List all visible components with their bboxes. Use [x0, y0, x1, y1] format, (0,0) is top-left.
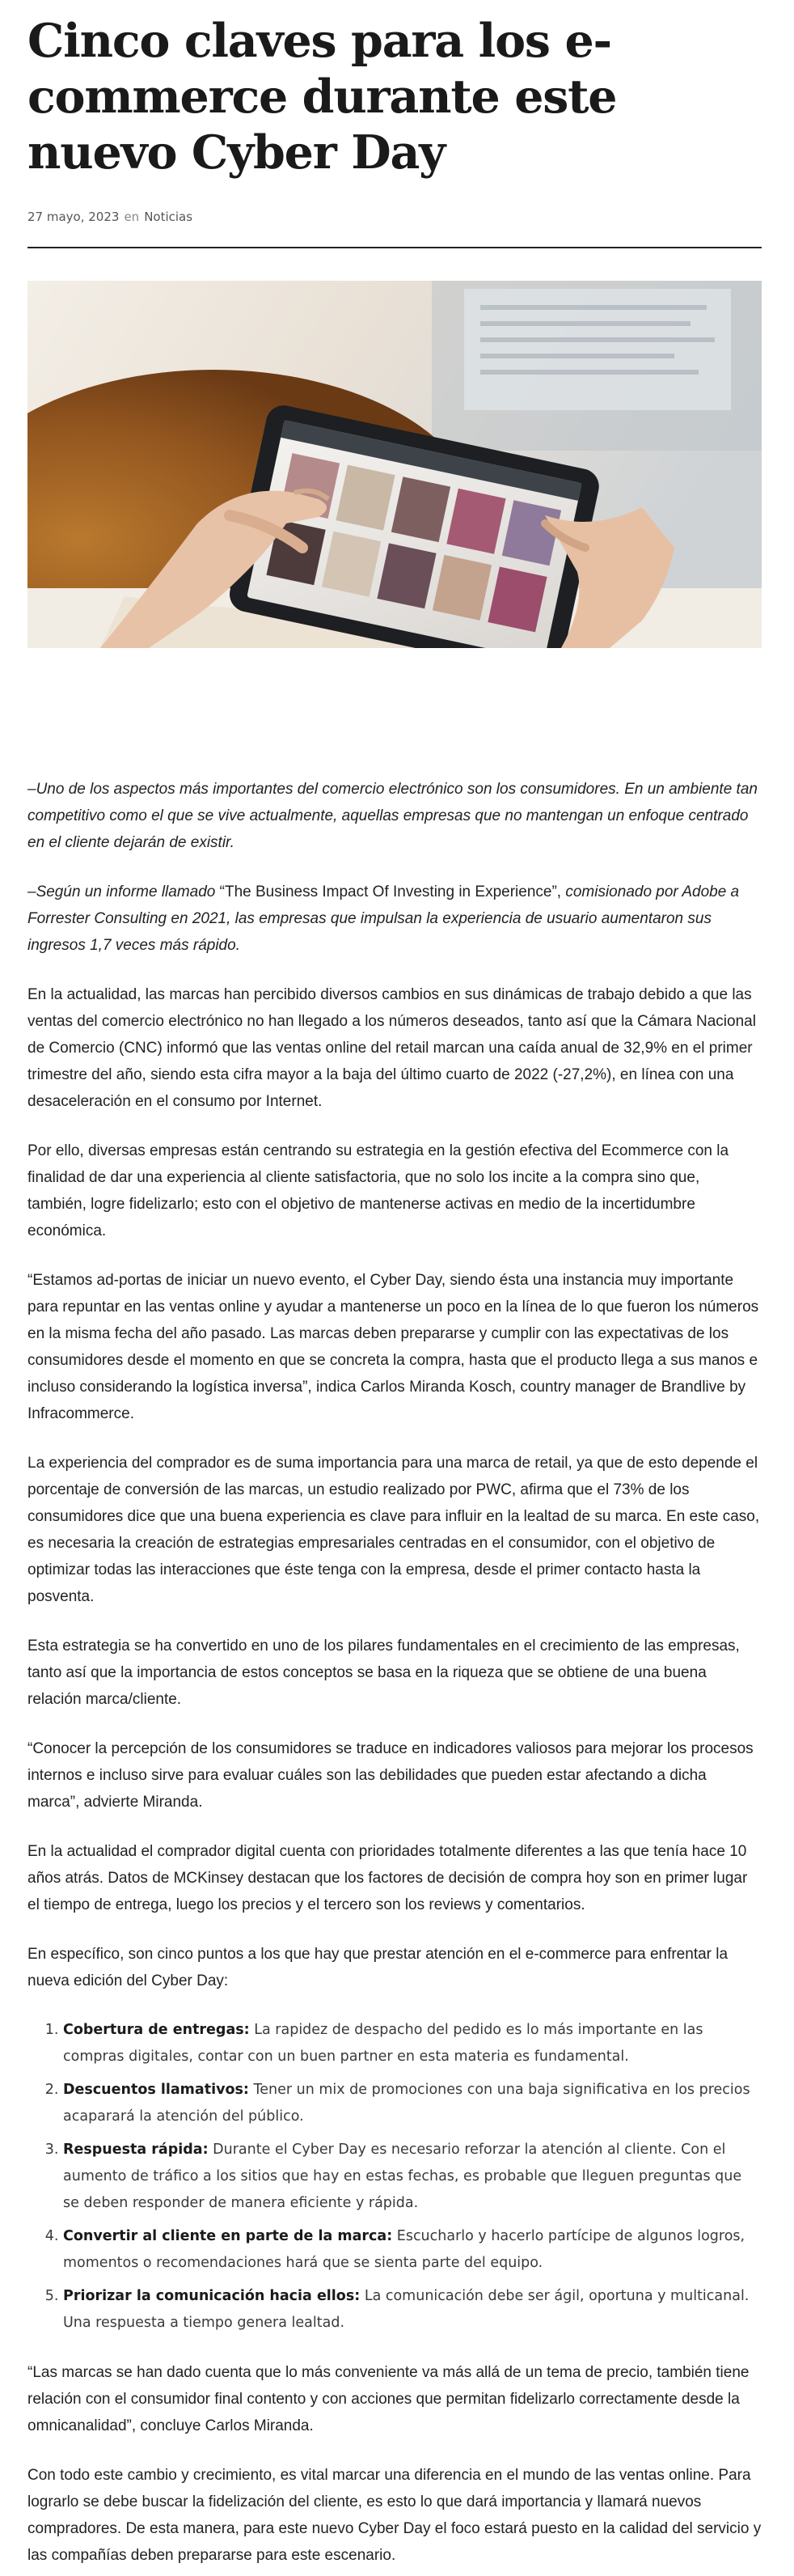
hero-image — [27, 281, 762, 648]
list-item — [63, 2137, 762, 2217]
category-link[interactable]: Noticias — [144, 210, 193, 224]
key-text: La comunicación debe ser ágil, oportuna y multicanal. Una respuesta a tiempo genera lealtad. — [63, 2288, 750, 2331]
report-title: “The Business Impact Of Investing in Experience”, — [215, 883, 566, 900]
key-title: Descuentos llamativos: — [63, 2082, 249, 2098]
paragraph-10: En específico, son cinco puntos a los que hay que prestar atención en el e-commerce para enfrentar la nueva edición del Cyber Day: — [27, 1946, 729, 1989]
list-item — [63, 2077, 762, 2130]
key-text: La rapidez de despacho del pedido es lo más importante en las compras digitales, contar con un buen partner en esta materia es fundamental. — [63, 2022, 703, 2065]
paragraph-11: “Las marcas se han dado cuenta que lo más conveniente va más allá de un tema de precio, también tiene relación con el consumidor final contento y con acciones que permitan fidelizarlo correctamente desde la omnicanalidad”, concluye Carlos Miranda. — [27, 2364, 750, 2434]
meta-in-word: en — [124, 210, 140, 224]
intro-paragraph-2 — [27, 879, 762, 959]
key-title: Cobertura de entregas: — [63, 2022, 250, 2038]
list-item — [63, 2017, 762, 2070]
key-text: Escucharlo y hacerlo partícipe de algunos logros, momentos o recomendaciones hará que se sienta parte del equipo. — [63, 2228, 745, 2271]
paragraph-5: “Estamos ad-portas de iniciar un nuevo evento, el Cyber Day, siendo ésta una instancia muy importante para repuntar en las ventas online y ayudar a mantenerse un poco en la línea de lo que fueron los números en la misma fecha del año pasado. Las marcas deben prepararse y cumplir con las expectativas de los consumidores desde el momento en que se concreta la compra, hasta que el producto llega a sus manos e incluso considerando la logística inversa”, indica Carlos Miranda Kosch, country manager de Brandlive by Infracommerce. — [27, 1272, 759, 1422]
list-item — [63, 2283, 762, 2337]
paragraph-12: Con todo este cambio y crecimiento, es vital marcar una diferencia en el mundo de las ventas online. Para lograrlo se debe buscar la fidelización del cliente, es esto lo que dará importancia y llamará nuevos compradores. De esta manera, para este nuevo Cyber Day el foco estará puesto en la calidad del servicio y las compañías deben prepararse para este escenario. — [27, 2467, 762, 2564]
tablet-shopping-photo-icon — [27, 281, 762, 648]
key-title: Priorizar la comunicación hacia ellos: — [63, 2288, 361, 2304]
publish-date: 27 mayo, 2023 — [27, 210, 120, 224]
paragraph-4: Por ello, diversas empresas están centrando su estrategia en la gestión efectiva del Ecommerce con la finalidad de dar una experiencia al cliente satisfactoria, que no solo los incite a la compra sino que, también, logre fidelizarlo; esto con el objetivo de mantenerse activas en medio de la incertidumbre económica. — [27, 1142, 729, 1239]
article-meta — [27, 210, 762, 224]
intro-paragraph-1: –Uno de los aspectos más importantes del comercio electrónico son los consumidores. En un ambiente tan competitivo como el que se vive actualmente, aquellas empresas que no mantengan un enfoque centrado en el cliente dejarán de existir. — [27, 781, 758, 851]
paragraph-9: En la actualidad el comprador digital cuenta con prioridades totalmente diferentes a las que tenía hace 10 años atrás. Datos de MCKinsey destacan que los factores de decisión de compra hoy son en primer lugar el tiempo de entrega, luego los precios y el tercero son los reviews y comentarios. — [27, 1843, 748, 1913]
article-title: Cinco claves para los e-commerce durante este nuevo Cyber Day — [27, 14, 617, 180]
key-title: Convertir al cliente en parte de la marca: — [63, 2228, 393, 2244]
paragraph-8: “Conocer la percepción de los consumidores se traduce en indicadores valiosos para mejorar los procesos internos e incluso sirve para evaluar cuáles son las debilidades que pueden estar afectando a dicha marca”, advierte Miranda. — [27, 1740, 754, 1811]
keys-list — [27, 2017, 762, 2337]
intro-paragraph-2-tail: comisionado por Adobe a Forrester Consulting en 2021, las empresas que impulsan la experiencia de usuario aumentaron sus ingresos 1,7 veces más rápido. — [27, 883, 740, 954]
key-title: Respuesta rápida: — [63, 2142, 209, 2158]
paragraph-6: La experiencia del comprador es de suma importancia para una marca de retail, ya que de esto depende el porcentaje de conversión de las marcas, un estudio realizado por PWC, afirma que el 73% de los consumidores dice que una buena experiencia es clave para influir en la lealtad de su marca. En este caso, es necesaria la creación de estrategias empresariales centradas en el consumidor, con el objetivo de optimizar todas las interacciones que éste tenga con la empresa, desde el primer contacto hasta la posventa. — [27, 1455, 760, 1605]
intro-paragraph-2-lead: –Según un informe llamado — [27, 883, 216, 900]
key-text: Durante el Cyber Day es necesario reforzar la atención al cliente. Con el aumento de tráfico a los sitios que hay en estas fechas, es probable que lleguen preguntas que se deben responder de manera eficiente y rápida. — [63, 2142, 742, 2211]
paragraph-7: Esta estrategia se ha convertido en uno de los pilares fundamentales en el crecimiento de las empresas, tanto así que la importancia de estos conceptos se basa en la riqueza que se obtiene de una buena relación marca/cliente. — [27, 1638, 740, 1708]
title-divider — [27, 247, 762, 248]
key-text: Tener un mix de promociones con una baja significativa en los precios acaparará la atención del público. — [63, 2082, 750, 2125]
list-item — [63, 2223, 762, 2277]
article-body — [27, 776, 762, 2569]
paragraph-3: En la actualidad, las marcas han percibido diversos cambios en sus dinámicas de trabajo debido a que las ventas del comercio electrónico no han llegado a los números deseados, tanto así que la Cámara Nacional de Comercio (CNC) informó que las ventas online del retail marcan una caída anual de 32,9% en el primer trimestre del año, siendo esta cifra mayor a la baja del último cuarto de 2022 (-27,2%), en línea con una desaceleración en el consumo por Internet. — [27, 986, 756, 1110]
